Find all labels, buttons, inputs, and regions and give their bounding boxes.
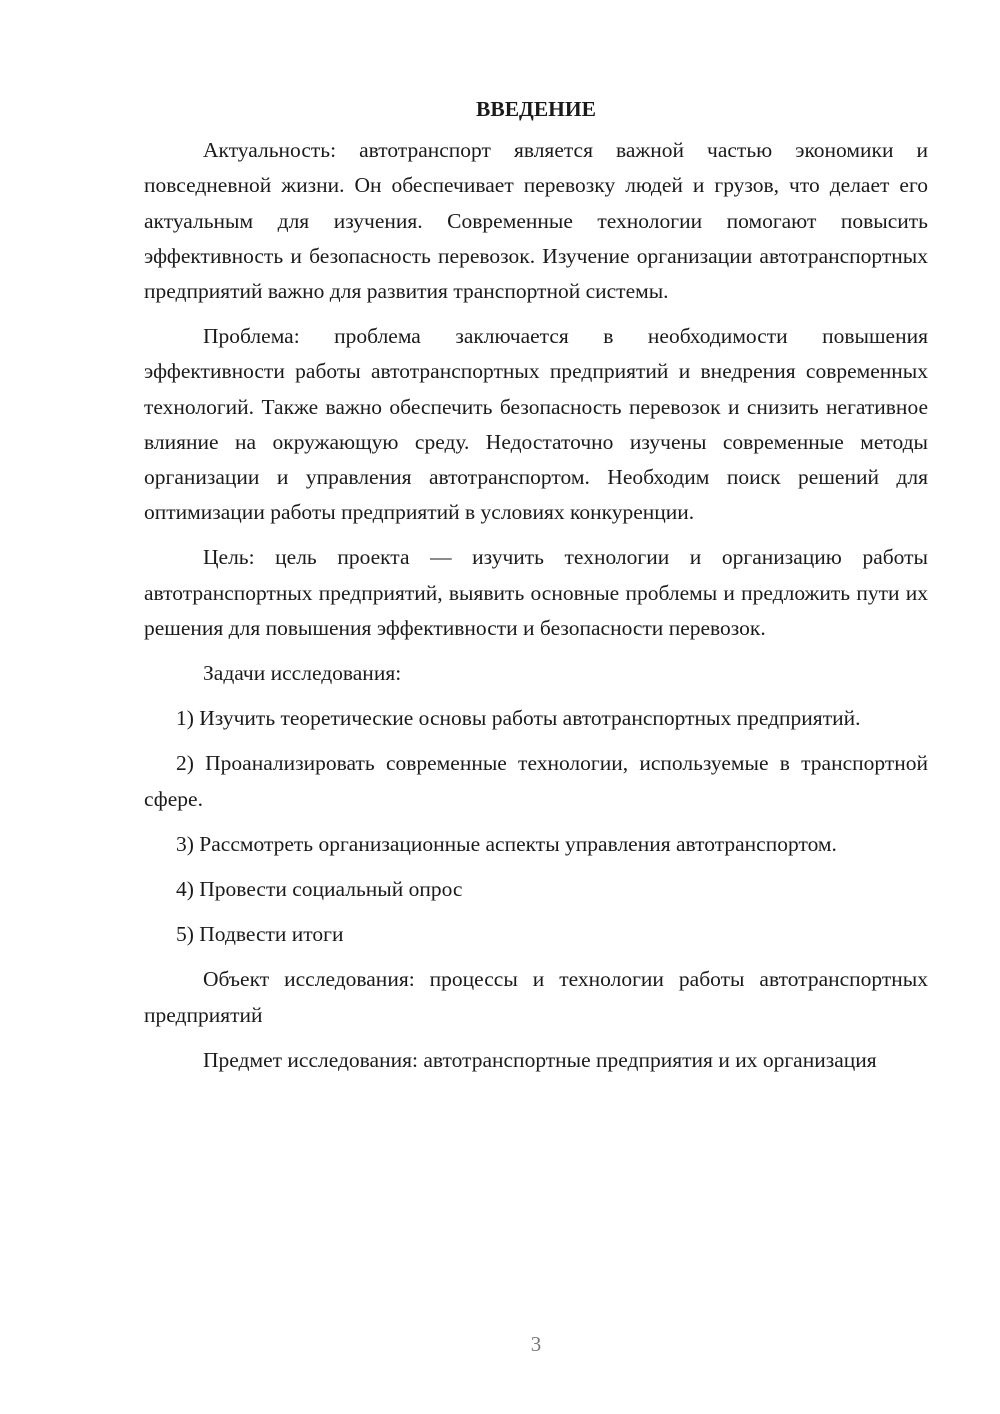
- task-item-3: 3) Рассмотреть организационные аспекты управления автотранспортом.: [176, 831, 837, 856]
- section-title: ВВЕДЕНИЕ: [476, 97, 596, 121]
- page-number: 3: [530, 1332, 542, 1356]
- document-page: [144, 92, 928, 1088]
- problem-paragraph: Проблема: проблема заключается в необходимости повышения эффективности работы автотранспортных предприятий и внедрения современных технологий. Также важно обеспечить безопасность перевозок и снизить негативное влияние на окружающую среду. Недостаточно изучены современные методы организации и управления автотранспортом. Необходим поиск решений для оптимизации работы предприятий в условиях конкуренции.: [144, 324, 928, 525]
- tasks-heading: Задачи исследования:: [203, 661, 402, 686]
- relevance-paragraph: Актуальность: автотранспорт является важной частью экономики и повседневной жизни. Он обеспечивает перевозку людей и грузов, что делает его актуальным для изучения. Современные технологии помогают повысить эффективность и безопасность перевозок. Изучение организации автотранспортных предприятий важно для развития транспортной системы.: [144, 138, 928, 304]
- goal-paragraph: Цель: цель проекта — изучить технологии и организацию работы автотранспортных предприятий, выявить основные проблемы и предложить пути их решения для повышения эффективности и безопасности перевозок.: [144, 545, 928, 640]
- task-item-4: 4) Провести социальный опрос: [176, 877, 463, 902]
- task-item-5: 5) Подвести итоги: [176, 922, 344, 947]
- task-item-1: 1) Изучить теоретические основы работы автотранспортных предприятий.: [176, 706, 861, 731]
- object-paragraph: Объект исследования: процессы и технологии работы автотранспортных предприятий: [144, 967, 928, 1027]
- subject-paragraph: Предмет исследования: автотранспортные предприятия и их организация: [203, 1047, 877, 1072]
- task-item-2: 2) Проанализировать современные технологии, используемые в транспортной сфере.: [144, 751, 928, 811]
